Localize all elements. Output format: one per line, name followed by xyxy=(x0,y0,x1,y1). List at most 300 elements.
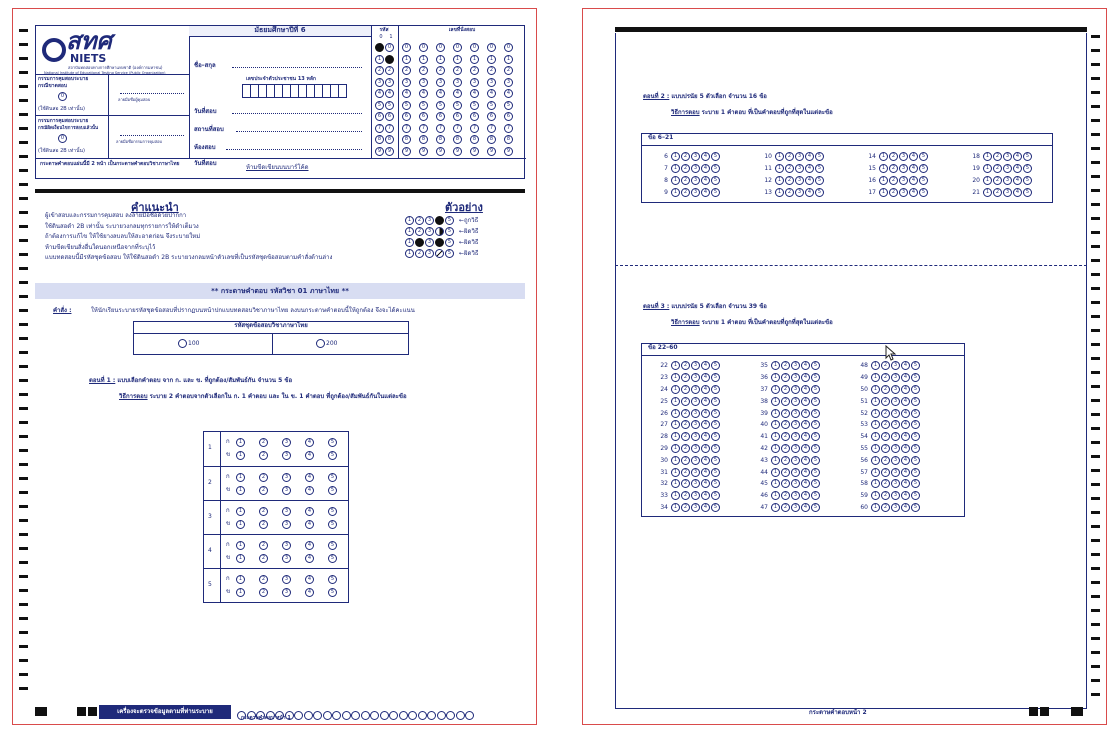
part1-bubble[interactable]: 2 xyxy=(259,473,268,482)
answer-bubble[interactable]: 3 xyxy=(899,188,908,197)
answer-bubble[interactable]: 3 xyxy=(791,385,800,394)
part1-bubble[interactable]: 5 xyxy=(328,438,337,447)
part1-bubble[interactable]: 1 xyxy=(236,451,245,460)
answer-bubble[interactable]: 2 xyxy=(681,432,690,441)
answer-bubble[interactable]: 5 xyxy=(811,409,820,418)
seat-bubble[interactable]: 1 xyxy=(419,55,428,64)
answer-bubble[interactable]: 3 xyxy=(791,432,800,441)
answer-bubble[interactable]: 3 xyxy=(891,491,900,500)
answer-bubble[interactable]: 2 xyxy=(681,468,690,477)
answer-bubble[interactable]: 2 xyxy=(881,479,890,488)
answer-bubble[interactable]: 3 xyxy=(791,397,800,406)
answer-bubble[interactable]: 4 xyxy=(901,385,910,394)
part1-bubble[interactable]: 4 xyxy=(305,451,314,460)
seat-bubble[interactable]: 2 xyxy=(487,66,496,75)
answer-bubble[interactable]: 5 xyxy=(711,468,720,477)
answer-bubble[interactable]: 1 xyxy=(775,176,784,185)
part1-bubble[interactable]: 5 xyxy=(328,451,337,460)
answer-bubble[interactable]: 2 xyxy=(889,188,898,197)
answer-bubble[interactable]: 1 xyxy=(671,420,680,429)
answer-bubble[interactable]: 5 xyxy=(711,432,720,441)
answer-bubble[interactable]: 1 xyxy=(671,385,680,394)
answer-bubble[interactable]: 4 xyxy=(901,432,910,441)
seat-bubble[interactable]: 9 xyxy=(470,147,479,156)
code-bubble[interactable]: 3 xyxy=(385,78,394,87)
answer-bubble[interactable]: 2 xyxy=(681,164,690,173)
answer-bubble[interactable]: 3 xyxy=(791,420,800,429)
answer-bubble[interactable]: 5 xyxy=(811,432,820,441)
seat-bubble[interactable]: 7 xyxy=(453,124,462,133)
answer-bubble[interactable]: 4 xyxy=(701,409,710,418)
seat-bubble[interactable]: 3 xyxy=(453,78,462,87)
answer-bubble[interactable]: 4 xyxy=(909,152,918,161)
part1-bubble[interactable]: 2 xyxy=(259,588,268,597)
part1-bubble[interactable]: 5 xyxy=(328,554,337,563)
part1-bubble[interactable]: 5 xyxy=(328,520,337,529)
seat-bubble[interactable]: 0 xyxy=(470,43,479,52)
answer-bubble[interactable]: 3 xyxy=(1003,152,1012,161)
answer-bubble[interactable]: 5 xyxy=(711,420,720,429)
seat-bubble[interactable]: 8 xyxy=(504,135,513,144)
part1-bubble[interactable]: 5 xyxy=(328,588,337,597)
answer-bubble[interactable]: 3 xyxy=(791,409,800,418)
answer-bubble[interactable]: 3 xyxy=(899,164,908,173)
seat-bubble[interactable]: 8 xyxy=(419,135,428,144)
answer-bubble[interactable]: 2 xyxy=(881,491,890,500)
answer-bubble[interactable]: 4 xyxy=(701,491,710,500)
staff-1-signature[interactable] xyxy=(120,86,184,94)
answer-bubble[interactable]: 1 xyxy=(983,176,992,185)
answer-bubble[interactable]: 5 xyxy=(711,503,720,512)
seat-bubble[interactable]: 3 xyxy=(419,78,428,87)
answer-bubble[interactable]: 1 xyxy=(671,432,680,441)
part1-bubble[interactable]: 3 xyxy=(282,451,291,460)
answer-bubble[interactable]: 3 xyxy=(691,409,700,418)
part1-bubble[interactable]: 1 xyxy=(236,541,245,550)
answer-bubble[interactable]: 5 xyxy=(919,188,928,197)
seat-bubble[interactable]: 4 xyxy=(436,89,445,98)
part1-bubble[interactable]: 1 xyxy=(236,486,245,495)
answer-bubble[interactable]: 5 xyxy=(911,432,920,441)
answer-bubble[interactable]: 3 xyxy=(691,361,700,370)
answer-bubble[interactable]: 1 xyxy=(771,468,780,477)
part1-bubble[interactable]: 4 xyxy=(305,554,314,563)
answer-bubble[interactable]: 4 xyxy=(805,152,814,161)
seat-bubble[interactable]: 5 xyxy=(504,101,513,110)
answer-bubble[interactable]: 2 xyxy=(781,468,790,477)
seat-bubble[interactable]: 4 xyxy=(453,89,462,98)
seat-bubble[interactable]: 1 xyxy=(487,55,496,64)
answer-bubble[interactable]: 4 xyxy=(901,456,910,465)
answer-bubble[interactable]: 1 xyxy=(775,188,784,197)
answer-bubble[interactable]: 1 xyxy=(671,164,680,173)
seat-bubble[interactable]: 6 xyxy=(402,112,411,121)
answer-bubble[interactable]: 1 xyxy=(771,503,780,512)
place-field[interactable] xyxy=(236,124,362,132)
answer-bubble[interactable]: 2 xyxy=(881,432,890,441)
answer-bubble[interactable]: 2 xyxy=(881,373,890,382)
seat-bubble[interactable]: 3 xyxy=(402,78,411,87)
answer-bubble[interactable]: 5 xyxy=(911,420,920,429)
answer-bubble[interactable]: 1 xyxy=(671,176,680,185)
seat-bubble[interactable]: 1 xyxy=(470,55,479,64)
answer-bubble[interactable]: 2 xyxy=(781,361,790,370)
absent-bubble-1[interactable]: 0 xyxy=(58,92,67,101)
answer-bubble[interactable]: 1 xyxy=(671,397,680,406)
answer-bubble[interactable]: 4 xyxy=(801,503,810,512)
answer-bubble[interactable]: 2 xyxy=(781,491,790,500)
answer-bubble[interactable]: 4 xyxy=(801,361,810,370)
answer-bubble[interactable]: 4 xyxy=(901,503,910,512)
part1-bubble[interactable]: 3 xyxy=(282,554,291,563)
answer-bubble[interactable]: 3 xyxy=(891,468,900,477)
answer-bubble[interactable]: 2 xyxy=(681,479,690,488)
part1-bubble[interactable]: 1 xyxy=(236,554,245,563)
code-bubble[interactable]: 1 xyxy=(375,55,384,64)
answer-bubble[interactable]: 5 xyxy=(919,164,928,173)
part1-bubble[interactable]: 4 xyxy=(305,486,314,495)
seat-bubble[interactable]: 4 xyxy=(487,89,496,98)
answer-bubble[interactable]: 1 xyxy=(879,164,888,173)
answer-bubble[interactable]: 1 xyxy=(771,479,780,488)
answer-bubble[interactable]: 5 xyxy=(1023,164,1032,173)
answer-bubble[interactable]: 2 xyxy=(889,152,898,161)
answer-bubble[interactable]: 3 xyxy=(891,397,900,406)
seat-bubble[interactable]: 6 xyxy=(436,112,445,121)
answer-bubble[interactable]: 3 xyxy=(1003,188,1012,197)
answer-bubble[interactable]: 1 xyxy=(671,188,680,197)
part1-bubble[interactable]: 4 xyxy=(305,520,314,529)
answer-bubble[interactable]: 5 xyxy=(911,479,920,488)
answer-bubble[interactable]: 4 xyxy=(701,164,710,173)
answer-bubble[interactable]: 4 xyxy=(801,409,810,418)
answer-bubble[interactable]: 5 xyxy=(911,491,920,500)
answer-bubble[interactable]: 5 xyxy=(911,444,920,453)
answer-bubble[interactable]: 2 xyxy=(881,361,890,370)
answer-bubble[interactable]: 3 xyxy=(691,444,700,453)
answer-bubble[interactable]: 1 xyxy=(771,456,780,465)
answer-bubble[interactable]: 1 xyxy=(671,468,680,477)
seat-bubble[interactable]: 6 xyxy=(470,112,479,121)
seat-bubble[interactable]: 2 xyxy=(504,66,513,75)
answer-bubble[interactable]: 2 xyxy=(785,188,794,197)
part1-bubble[interactable]: 2 xyxy=(259,554,268,563)
answer-bubble[interactable]: 1 xyxy=(871,373,880,382)
answer-bubble[interactable]: 2 xyxy=(681,456,690,465)
answer-bubble[interactable]: 3 xyxy=(891,444,900,453)
answer-bubble[interactable]: 4 xyxy=(901,479,910,488)
answer-bubble[interactable]: 5 xyxy=(811,456,820,465)
answer-bubble[interactable]: 2 xyxy=(681,385,690,394)
part1-bubble[interactable]: 1 xyxy=(236,575,245,584)
answer-bubble[interactable]: 5 xyxy=(919,176,928,185)
seat-bubble[interactable]: 6 xyxy=(504,112,513,121)
part1-bubble[interactable]: 3 xyxy=(282,486,291,495)
code-bubble[interactable]: 0 xyxy=(375,43,384,52)
answer-bubble[interactable]: 4 xyxy=(805,164,814,173)
answer-bubble[interactable]: 1 xyxy=(871,479,880,488)
code-bubble[interactable]: 1 xyxy=(385,55,394,64)
part1-bubble[interactable]: 1 xyxy=(236,473,245,482)
answer-bubble[interactable]: 4 xyxy=(901,468,910,477)
seat-bubble[interactable]: 7 xyxy=(436,124,445,133)
answer-bubble[interactable]: 3 xyxy=(795,152,804,161)
seat-bubble[interactable]: 0 xyxy=(436,43,445,52)
answer-bubble[interactable]: 3 xyxy=(691,373,700,382)
answer-bubble[interactable]: 1 xyxy=(771,420,780,429)
answer-bubble[interactable]: 4 xyxy=(801,420,810,429)
answer-bubble[interactable]: 2 xyxy=(681,420,690,429)
code-bubble[interactable]: 5 xyxy=(385,101,394,110)
answer-bubble[interactable]: 4 xyxy=(1013,176,1022,185)
answer-bubble[interactable]: 4 xyxy=(701,456,710,465)
part1-bubble[interactable]: 4 xyxy=(305,438,314,447)
part1-bubble[interactable]: 5 xyxy=(328,473,337,482)
seat-bubble[interactable]: 5 xyxy=(487,101,496,110)
answer-bubble[interactable]: 5 xyxy=(811,491,820,500)
answer-bubble[interactable]: 1 xyxy=(879,152,888,161)
answer-bubble[interactable]: 1 xyxy=(871,456,880,465)
answer-bubble[interactable]: 1 xyxy=(871,397,880,406)
seat-bubble[interactable]: 8 xyxy=(487,135,496,144)
code-bubble[interactable]: 7 xyxy=(385,124,394,133)
answer-bubble[interactable]: 2 xyxy=(889,176,898,185)
seat-bubble[interactable]: 6 xyxy=(487,112,496,121)
answer-bubble[interactable]: 1 xyxy=(771,397,780,406)
date-field[interactable] xyxy=(232,106,362,114)
answer-bubble[interactable]: 2 xyxy=(781,420,790,429)
answer-bubble[interactable]: 4 xyxy=(701,432,710,441)
answer-bubble[interactable]: 4 xyxy=(901,361,910,370)
answer-bubble[interactable]: 5 xyxy=(1023,188,1032,197)
answer-bubble[interactable]: 1 xyxy=(871,432,880,441)
answer-bubble[interactable]: 4 xyxy=(701,420,710,429)
answer-bubble[interactable]: 2 xyxy=(993,188,1002,197)
answer-bubble[interactable]: 5 xyxy=(711,164,720,173)
answer-bubble[interactable]: 5 xyxy=(711,397,720,406)
answer-bubble[interactable]: 1 xyxy=(871,444,880,453)
answer-bubble[interactable]: 3 xyxy=(691,176,700,185)
answer-bubble[interactable]: 4 xyxy=(801,385,810,394)
part1-bubble[interactable]: 4 xyxy=(305,541,314,550)
seat-bubble[interactable]: 1 xyxy=(402,55,411,64)
answer-bubble[interactable]: 5 xyxy=(911,409,920,418)
part1-bubble[interactable]: 3 xyxy=(282,575,291,584)
answer-bubble[interactable]: 1 xyxy=(671,361,680,370)
answer-bubble[interactable]: 1 xyxy=(983,164,992,173)
answer-bubble[interactable]: 3 xyxy=(891,409,900,418)
seat-bubble[interactable]: 2 xyxy=(436,66,445,75)
answer-bubble[interactable]: 5 xyxy=(815,176,824,185)
answer-bubble[interactable]: 1 xyxy=(771,373,780,382)
answer-bubble[interactable]: 1 xyxy=(983,188,992,197)
answer-bubble[interactable]: 2 xyxy=(781,444,790,453)
answer-bubble[interactable]: 3 xyxy=(891,420,900,429)
code-bubble[interactable]: 4 xyxy=(385,89,394,98)
answer-bubble[interactable]: 4 xyxy=(801,479,810,488)
answer-bubble[interactable]: 3 xyxy=(795,188,804,197)
answer-bubble[interactable]: 4 xyxy=(909,176,918,185)
answer-bubble[interactable]: 5 xyxy=(711,491,720,500)
answer-bubble[interactable]: 4 xyxy=(701,397,710,406)
seat-bubble[interactable]: 1 xyxy=(504,55,513,64)
part1-bubble[interactable]: 3 xyxy=(282,520,291,529)
answer-bubble[interactable]: 4 xyxy=(1013,164,1022,173)
answer-bubble[interactable]: 3 xyxy=(791,468,800,477)
answer-bubble[interactable]: 4 xyxy=(801,456,810,465)
answer-bubble[interactable]: 2 xyxy=(681,373,690,382)
part1-bubble[interactable]: 3 xyxy=(282,541,291,550)
answer-bubble[interactable]: 5 xyxy=(711,409,720,418)
answer-bubble[interactable]: 2 xyxy=(881,468,890,477)
part1-bubble[interactable]: 2 xyxy=(259,507,268,516)
answer-bubble[interactable]: 3 xyxy=(899,176,908,185)
answer-bubble[interactable]: 5 xyxy=(811,420,820,429)
answer-bubble[interactable]: 1 xyxy=(871,420,880,429)
answer-bubble[interactable]: 1 xyxy=(871,503,880,512)
seat-bubble[interactable]: 4 xyxy=(470,89,479,98)
answer-bubble[interactable]: 2 xyxy=(881,385,890,394)
answer-bubble[interactable]: 1 xyxy=(775,164,784,173)
seat-bubble[interactable]: 1 xyxy=(453,55,462,64)
seat-bubble[interactable]: 4 xyxy=(402,89,411,98)
answer-bubble[interactable]: 5 xyxy=(811,503,820,512)
answer-bubble[interactable]: 4 xyxy=(1013,188,1022,197)
seat-bubble[interactable]: 0 xyxy=(402,43,411,52)
code-bubble[interactable]: 3 xyxy=(375,78,384,87)
answer-bubble[interactable]: 5 xyxy=(711,444,720,453)
answer-bubble[interactable]: 4 xyxy=(801,468,810,477)
answer-bubble[interactable]: 5 xyxy=(711,373,720,382)
answer-bubble[interactable]: 3 xyxy=(791,444,800,453)
answer-bubble[interactable]: 4 xyxy=(701,152,710,161)
code-bubble[interactable]: 8 xyxy=(375,135,384,144)
answer-bubble[interactable]: 5 xyxy=(811,361,820,370)
seat-bubble[interactable]: 6 xyxy=(419,112,428,121)
part1-bubble[interactable]: 5 xyxy=(328,507,337,516)
answer-bubble[interactable]: 2 xyxy=(781,409,790,418)
seat-bubble[interactable]: 7 xyxy=(402,124,411,133)
answer-bubble[interactable]: 1 xyxy=(775,152,784,161)
answer-bubble[interactable]: 2 xyxy=(781,432,790,441)
answer-bubble[interactable]: 2 xyxy=(781,456,790,465)
seat-bubble[interactable]: 9 xyxy=(402,147,411,156)
seat-bubble[interactable]: 2 xyxy=(402,66,411,75)
answer-bubble[interactable]: 5 xyxy=(911,373,920,382)
answer-bubble[interactable]: 3 xyxy=(691,164,700,173)
answer-bubble[interactable]: 5 xyxy=(815,164,824,173)
answer-bubble[interactable]: 3 xyxy=(691,491,700,500)
seat-bubble[interactable]: 5 xyxy=(402,101,411,110)
room-field[interactable] xyxy=(226,142,362,150)
seat-bubble[interactable]: 3 xyxy=(487,78,496,87)
code-bubble[interactable]: 8 xyxy=(385,135,394,144)
answer-bubble[interactable]: 4 xyxy=(701,444,710,453)
answer-bubble[interactable]: 3 xyxy=(691,152,700,161)
part1-bubble[interactable]: 2 xyxy=(259,486,268,495)
answer-bubble[interactable]: 2 xyxy=(993,164,1002,173)
answer-bubble[interactable]: 5 xyxy=(1023,176,1032,185)
answer-bubble[interactable]: 5 xyxy=(711,385,720,394)
answer-bubble[interactable]: 2 xyxy=(881,409,890,418)
part1-bubble[interactable]: 5 xyxy=(328,541,337,550)
answer-bubble[interactable]: 1 xyxy=(671,479,680,488)
answer-bubble[interactable]: 3 xyxy=(691,456,700,465)
answer-bubble[interactable]: 4 xyxy=(901,444,910,453)
answer-bubble[interactable]: 4 xyxy=(901,491,910,500)
seat-bubble[interactable]: 6 xyxy=(453,112,462,121)
answer-bubble[interactable]: 1 xyxy=(871,491,880,500)
seat-bubble[interactable]: 9 xyxy=(504,147,513,156)
answer-bubble[interactable]: 3 xyxy=(795,164,804,173)
answer-bubble[interactable]: 3 xyxy=(891,503,900,512)
answer-bubble[interactable]: 5 xyxy=(911,361,920,370)
answer-bubble[interactable]: 3 xyxy=(791,373,800,382)
answer-bubble[interactable]: 3 xyxy=(691,432,700,441)
answer-bubble[interactable]: 1 xyxy=(879,176,888,185)
answer-bubble[interactable]: 2 xyxy=(881,444,890,453)
seat-bubble[interactable]: 0 xyxy=(419,43,428,52)
answer-bubble[interactable]: 5 xyxy=(711,479,720,488)
answer-bubble[interactable]: 3 xyxy=(891,479,900,488)
answer-bubble[interactable]: 2 xyxy=(881,420,890,429)
part1-bubble[interactable]: 3 xyxy=(282,473,291,482)
staff-2-signature[interactable] xyxy=(120,128,184,136)
answer-bubble[interactable]: 4 xyxy=(701,176,710,185)
part1-bubble[interactable]: 2 xyxy=(259,451,268,460)
answer-bubble[interactable]: 5 xyxy=(711,152,720,161)
part1-bubble[interactable]: 1 xyxy=(236,588,245,597)
id-digit-box[interactable] xyxy=(338,84,347,98)
answer-bubble[interactable]: 5 xyxy=(711,176,720,185)
answer-bubble[interactable]: 4 xyxy=(901,420,910,429)
answer-bubble[interactable]: 1 xyxy=(771,385,780,394)
part1-bubble[interactable]: 5 xyxy=(328,486,337,495)
seat-bubble[interactable]: 9 xyxy=(453,147,462,156)
answer-bubble[interactable]: 4 xyxy=(901,409,910,418)
answer-bubble[interactable]: 2 xyxy=(681,176,690,185)
answer-bubble[interactable]: 3 xyxy=(691,420,700,429)
answer-bubble[interactable]: 4 xyxy=(801,444,810,453)
answer-bubble[interactable]: 3 xyxy=(691,397,700,406)
answer-bubble[interactable]: 3 xyxy=(791,456,800,465)
answer-bubble[interactable]: 3 xyxy=(791,491,800,500)
answer-bubble[interactable]: 1 xyxy=(871,468,880,477)
answer-bubble[interactable]: 2 xyxy=(993,176,1002,185)
answer-bubble[interactable]: 2 xyxy=(881,503,890,512)
answer-bubble[interactable]: 4 xyxy=(909,188,918,197)
answer-bubble[interactable]: 5 xyxy=(811,385,820,394)
answer-bubble[interactable]: 1 xyxy=(671,409,680,418)
code-bubble[interactable]: 0 xyxy=(385,43,394,52)
seat-bubble[interactable]: 4 xyxy=(504,89,513,98)
code-bubble[interactable]: 5 xyxy=(375,101,384,110)
seat-bubble[interactable]: 0 xyxy=(487,43,496,52)
part1-bubble[interactable]: 4 xyxy=(305,473,314,482)
code-bubble[interactable]: 4 xyxy=(375,89,384,98)
seat-bubble[interactable]: 8 xyxy=(436,135,445,144)
answer-bubble[interactable]: 2 xyxy=(881,397,890,406)
answer-bubble[interactable]: 3 xyxy=(691,188,700,197)
seat-bubble[interactable]: 9 xyxy=(419,147,428,156)
answer-bubble[interactable]: 4 xyxy=(909,164,918,173)
set-code-200[interactable]: 200 xyxy=(316,339,337,348)
answer-bubble[interactable]: 1 xyxy=(879,188,888,197)
answer-bubble[interactable]: 2 xyxy=(681,361,690,370)
part1-bubble[interactable]: 1 xyxy=(236,520,245,529)
answer-bubble[interactable]: 3 xyxy=(791,361,800,370)
seat-bubble[interactable]: 9 xyxy=(487,147,496,156)
